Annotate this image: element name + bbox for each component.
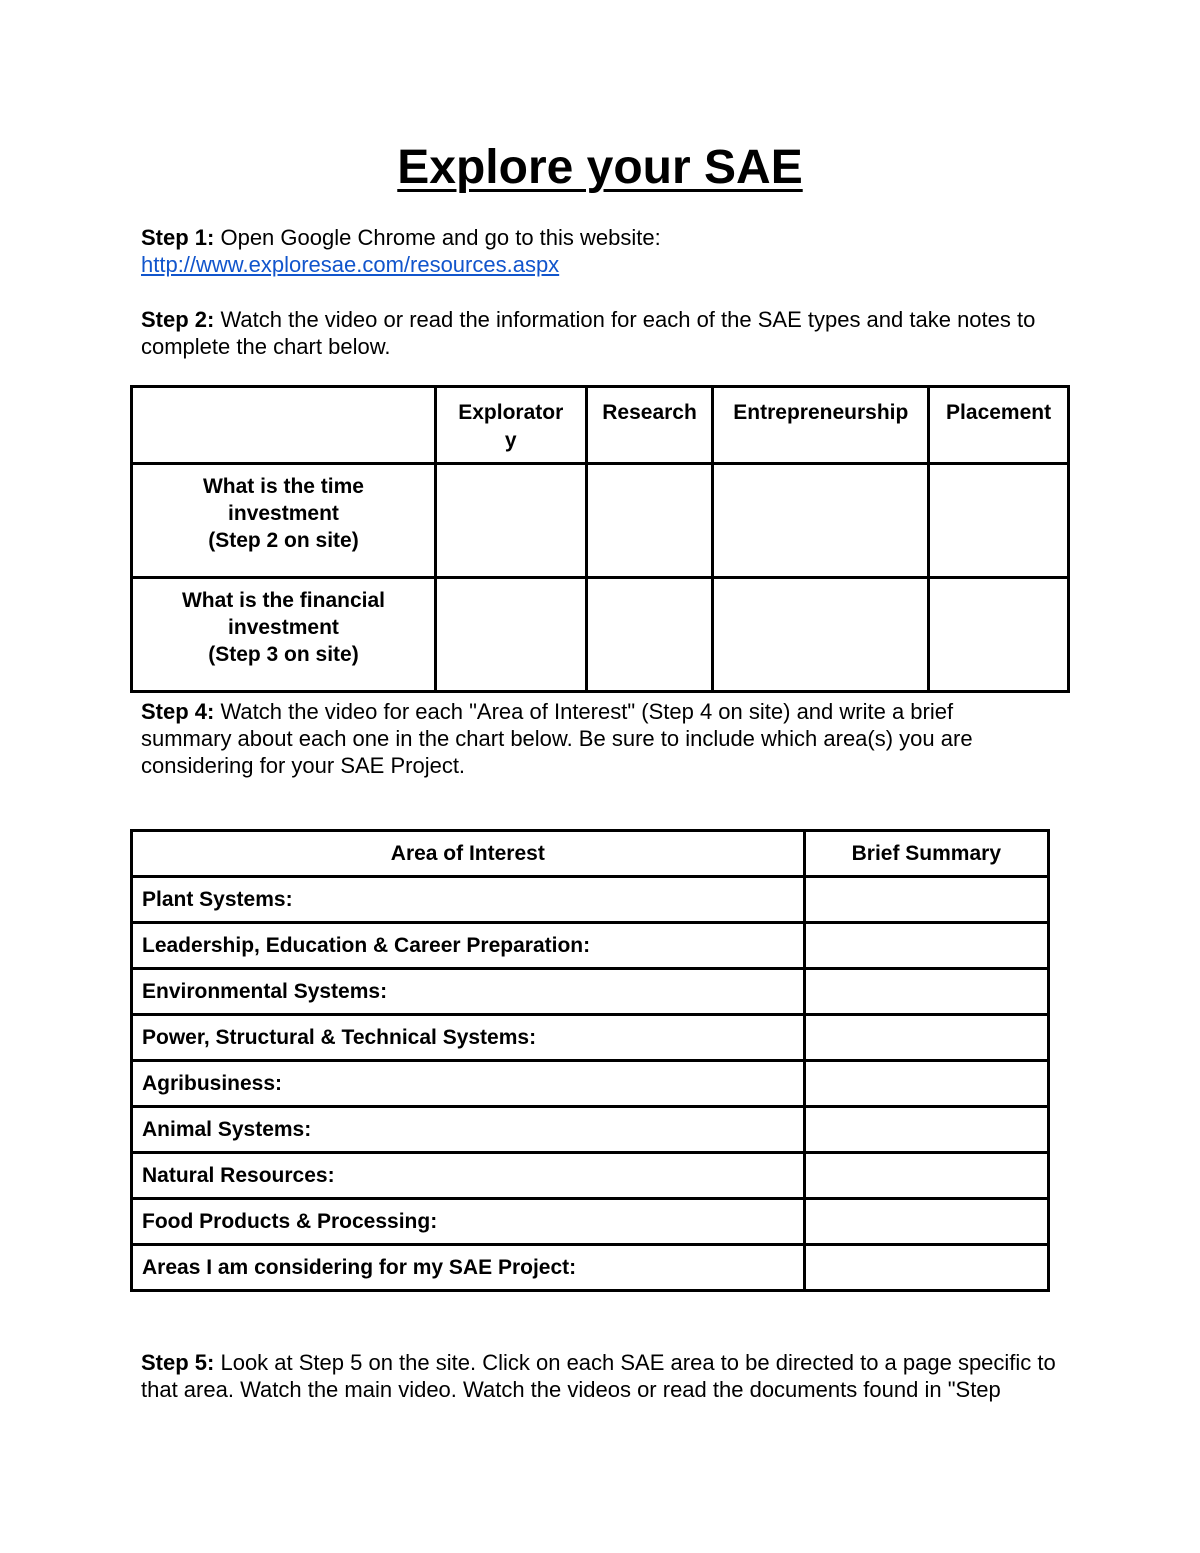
area-label: Environmental Systems:	[132, 969, 805, 1015]
step-2-text: Watch the video or read the information for each of the SAE types and take notes to complete the chart below.	[141, 307, 1036, 359]
area-label: Areas I am considering for my SAE Project:	[132, 1245, 805, 1291]
area-label: Leadership, Education & Career Preparation:	[132, 923, 805, 969]
resources-link[interactable]: http://www.exploresae.com/resources.aspx	[141, 252, 560, 277]
header-cell-empty	[132, 387, 436, 464]
step-5-text: Look at Step 5 on the site. Click on each SAE area to be directed to a page specific to that area. Watch the main video. Watch the videos or read the documents found in "Step	[141, 1350, 1056, 1402]
answer-cell[interactable]	[586, 578, 713, 692]
table-header-row	[132, 387, 1069, 464]
step-2-label: Step 2:	[141, 307, 215, 332]
table-header-row	[132, 831, 1049, 877]
answer-cell[interactable]	[713, 464, 929, 578]
summary-cell[interactable]	[804, 1245, 1048, 1291]
area-label: Natural Resources:	[132, 1153, 805, 1199]
page-title: Explore your SAE	[397, 141, 803, 194]
table-row	[132, 1153, 1049, 1199]
summary-cell[interactable]	[804, 1107, 1048, 1153]
step-1-text: Open Google Chrome and go to this website:	[214, 225, 661, 250]
area-label: Animal Systems:	[132, 1107, 805, 1153]
sae-types-table	[130, 385, 1070, 693]
step-4-text: Watch the video for each "Area of Interest" (Step 4 on site) and write a brief summary about each one in the chart below. Be sure to include which area(s) you are considering for your SAE Project.	[141, 699, 973, 778]
answer-cell[interactable]	[435, 578, 586, 692]
table-row	[132, 923, 1049, 969]
row-label-financial-investment: What is the financial investment (Step 3 on site)	[132, 578, 436, 692]
header-cell-area-of-interest: Area of Interest	[132, 831, 805, 877]
step-5-label: Step 5:	[141, 1350, 215, 1375]
summary-cell[interactable]	[804, 969, 1048, 1015]
answer-cell[interactable]	[435, 464, 586, 578]
answer-cell[interactable]	[929, 578, 1069, 692]
summary-cell[interactable]	[804, 1153, 1048, 1199]
area-label: Food Products & Processing:	[132, 1199, 805, 1245]
answer-cell[interactable]	[929, 464, 1069, 578]
table-row	[132, 1245, 1049, 1291]
table-row	[132, 877, 1049, 923]
summary-cell[interactable]	[804, 877, 1048, 923]
step-2-paragraph	[141, 306, 1041, 360]
table-row	[132, 1061, 1049, 1107]
table-row	[132, 1015, 1049, 1061]
step-1-paragraph	[141, 224, 1071, 278]
header-cell-exploratory: Explorator y	[435, 387, 586, 464]
step-4-label: Step 4:	[141, 699, 215, 724]
step-1-label: Step 1:	[141, 225, 215, 250]
step-5-paragraph	[141, 1349, 1061, 1403]
step-4-paragraph	[141, 698, 1041, 779]
header-cell-placement: Placement	[929, 387, 1069, 464]
area-label: Agribusiness:	[132, 1061, 805, 1107]
summary-cell[interactable]	[804, 1015, 1048, 1061]
area-of-interest-table	[130, 829, 1050, 1292]
summary-cell[interactable]	[804, 923, 1048, 969]
summary-cell[interactable]	[804, 1061, 1048, 1107]
area-label: Plant Systems:	[132, 877, 805, 923]
header-cell-research: Research	[586, 387, 713, 464]
header-cell-brief-summary: Brief Summary	[804, 831, 1048, 877]
table-row	[132, 464, 1069, 578]
table-row	[132, 578, 1069, 692]
area-label: Power, Structural & Technical Systems:	[132, 1015, 805, 1061]
table-row	[132, 1107, 1049, 1153]
table-row	[132, 969, 1049, 1015]
answer-cell[interactable]	[586, 464, 713, 578]
header-cell-entrepreneurship: Entrepreneurship	[713, 387, 929, 464]
table-row	[132, 1199, 1049, 1245]
summary-cell[interactable]	[804, 1199, 1048, 1245]
row-label-time-investment: What is the time investment (Step 2 on site)	[132, 464, 436, 578]
answer-cell[interactable]	[713, 578, 929, 692]
